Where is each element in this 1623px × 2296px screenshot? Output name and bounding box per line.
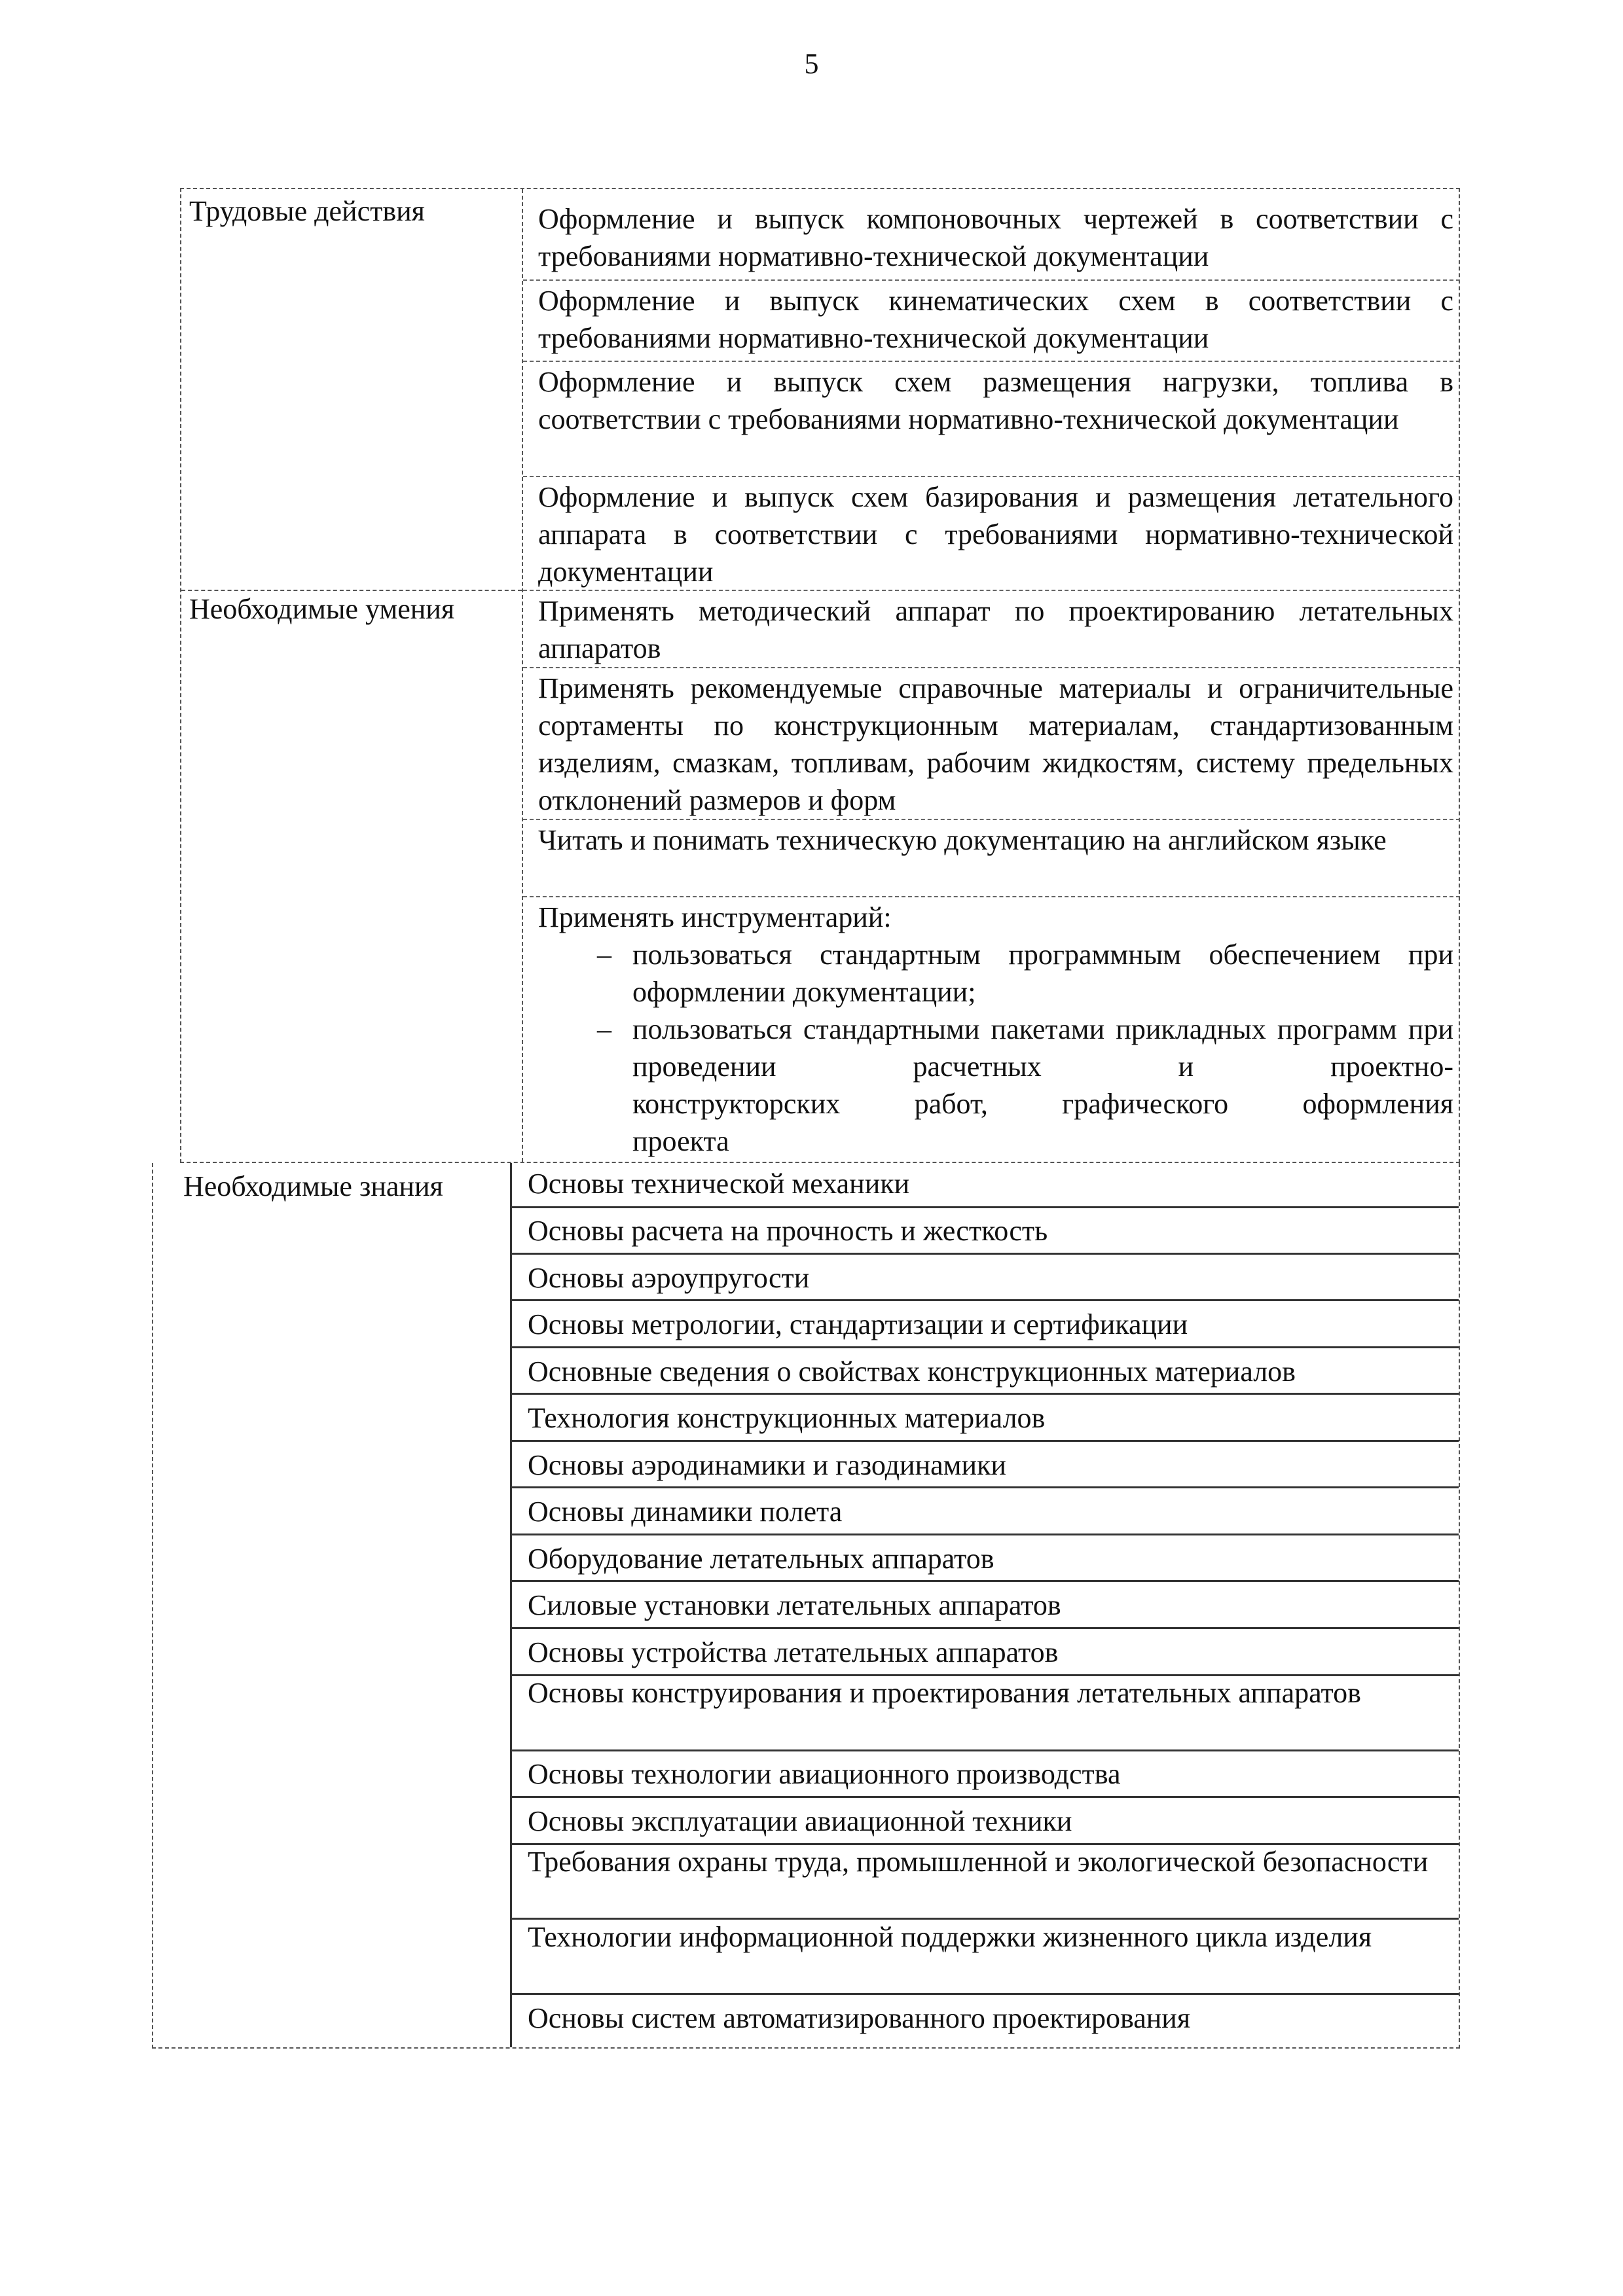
knowledge-item: Технологии информационной поддержки жизненного цикла изделия	[528, 1921, 1372, 1953]
labor-action-item: Оформление и выпуск компоновочных чертежей в соответствии с требованиями нормативно-технической документации	[538, 203, 1453, 272]
cell-separator	[523, 896, 1460, 897]
column-divider	[510, 1163, 512, 2047]
skill-item: Читать и понимать техническую документацию на английском языке	[538, 824, 1387, 856]
skill-tools-intro: Применять инструментарий:	[538, 901, 892, 933]
tools-bullet-text: конструкторских работ, графического оформления	[632, 1088, 1453, 1120]
labor-action-item: Оформление и выпуск схем базирования и размещения летательного аппарата в соответствии с требованиями нормативно-технической документации	[538, 481, 1453, 588]
knowledge-item: Технология конструкционных материалов	[528, 1402, 1046, 1434]
cell-separator	[512, 1346, 1459, 1348]
cell-separator	[512, 1206, 1459, 1208]
knowledge-item: Основные сведения о свойствах конструкционных материалов	[528, 1355, 1296, 1388]
tools-bullet-continuation	[597, 1122, 1453, 1160]
cell-separator	[523, 279, 1460, 281]
skill-item: Применять методический аппарат по проектированию летательных аппаратов	[538, 595, 1453, 664]
knowledge-item: Требования охраны труда, промышленной и экологической безопасности	[528, 1846, 1429, 1878]
knowledge-item: Основы эксплуатации авиационной техники	[528, 1805, 1072, 1837]
knowledge-item: Основы метрологии, стандартизации и сертификации	[528, 1308, 1188, 1340]
labor-action-item: Оформление и выпуск кинематических схем в соответствии с требованиями нормативно-технической документации	[538, 285, 1453, 354]
column-divider	[522, 189, 523, 1162]
cell-separator	[512, 1440, 1459, 1442]
labor-action-item: Оформление и выпуск схем размещения нагрузки, топлива в соответствии с требованиями нормативно-технической документации	[538, 366, 1453, 435]
cell-separator	[523, 667, 1460, 668]
cell-separator	[523, 819, 1460, 820]
knowledge-item: Основы расчета на прочность и жесткость	[528, 1215, 1048, 1247]
tools-bullet-text: пользоваться стандартным программным обеспечением при оформлении документации;	[632, 939, 1453, 1008]
knowledge-item: Основы аэроупругости	[528, 1262, 810, 1294]
skill-item: Применять рекомендуемые справочные материалы и ограничительные сортаменты по конструкционным материалам, стандартизованным изделиям, смазкам, топливам, рабочим жидкостям, систему предельных отклонений размеров и форм	[538, 672, 1453, 816]
knowledge-item: Основы конструирования и проектирования летательных аппаратов	[528, 1677, 1361, 1709]
knowledge-item: Силовые установки летательных аппаратов	[528, 1589, 1061, 1621]
cell-separator	[523, 361, 1460, 362]
competency-table-lower	[152, 1163, 1460, 2049]
tools-bullet-continuation	[597, 1085, 1453, 1122]
knowledge-item: Основы технологии авиационного производства	[528, 1758, 1121, 1790]
cell-separator	[512, 1299, 1459, 1301]
knowledge-item: Основы устройства летательных аппаратов	[528, 1636, 1059, 1668]
page-number: 5	[804, 48, 819, 80]
cell-separator	[512, 1993, 1459, 1995]
cell-separator	[512, 1534, 1459, 1535]
competency-table-upper	[180, 188, 1460, 1163]
bullet-dash: –	[597, 939, 611, 971]
knowledge-item: Основы аэродинамики и газодинамики	[528, 1449, 1006, 1481]
skill-tools-item	[538, 899, 1453, 1160]
cell-separator	[523, 476, 1460, 477]
knowledge-item: Основы динамики полета	[528, 1496, 843, 1528]
cell-separator	[512, 1627, 1459, 1629]
knowledge-item: Основы систем автоматизированного проектирования	[528, 2002, 1191, 2034]
tools-bullet	[597, 1011, 1453, 1085]
knowledge-item: Оборудование летательных аппаратов	[528, 1543, 994, 1575]
cell-separator	[512, 1393, 1459, 1395]
knowledge-item: Основы технической механики	[528, 1168, 910, 1200]
cell-separator	[512, 1749, 1459, 1751]
labor-actions-label: Трудовые действия	[189, 195, 425, 227]
cell-separator	[512, 1253, 1459, 1255]
required-skills-label: Необходимые умения	[189, 593, 455, 625]
tools-bullet-text: проекта	[632, 1125, 729, 1157]
cell-separator	[523, 590, 1460, 591]
cell-separator	[512, 1580, 1459, 1582]
bullet-dash: –	[597, 1013, 611, 1045]
tools-bullet-text: пользоваться стандартными пакетами прикладных программ при проведении расчетных и проектно-	[632, 1013, 1453, 1083]
cell-separator	[512, 1486, 1459, 1488]
cell-separator	[512, 1796, 1459, 1798]
tools-bullet	[597, 936, 1453, 1011]
required-knowledge-label: Необходимые знания	[183, 1170, 443, 1202]
